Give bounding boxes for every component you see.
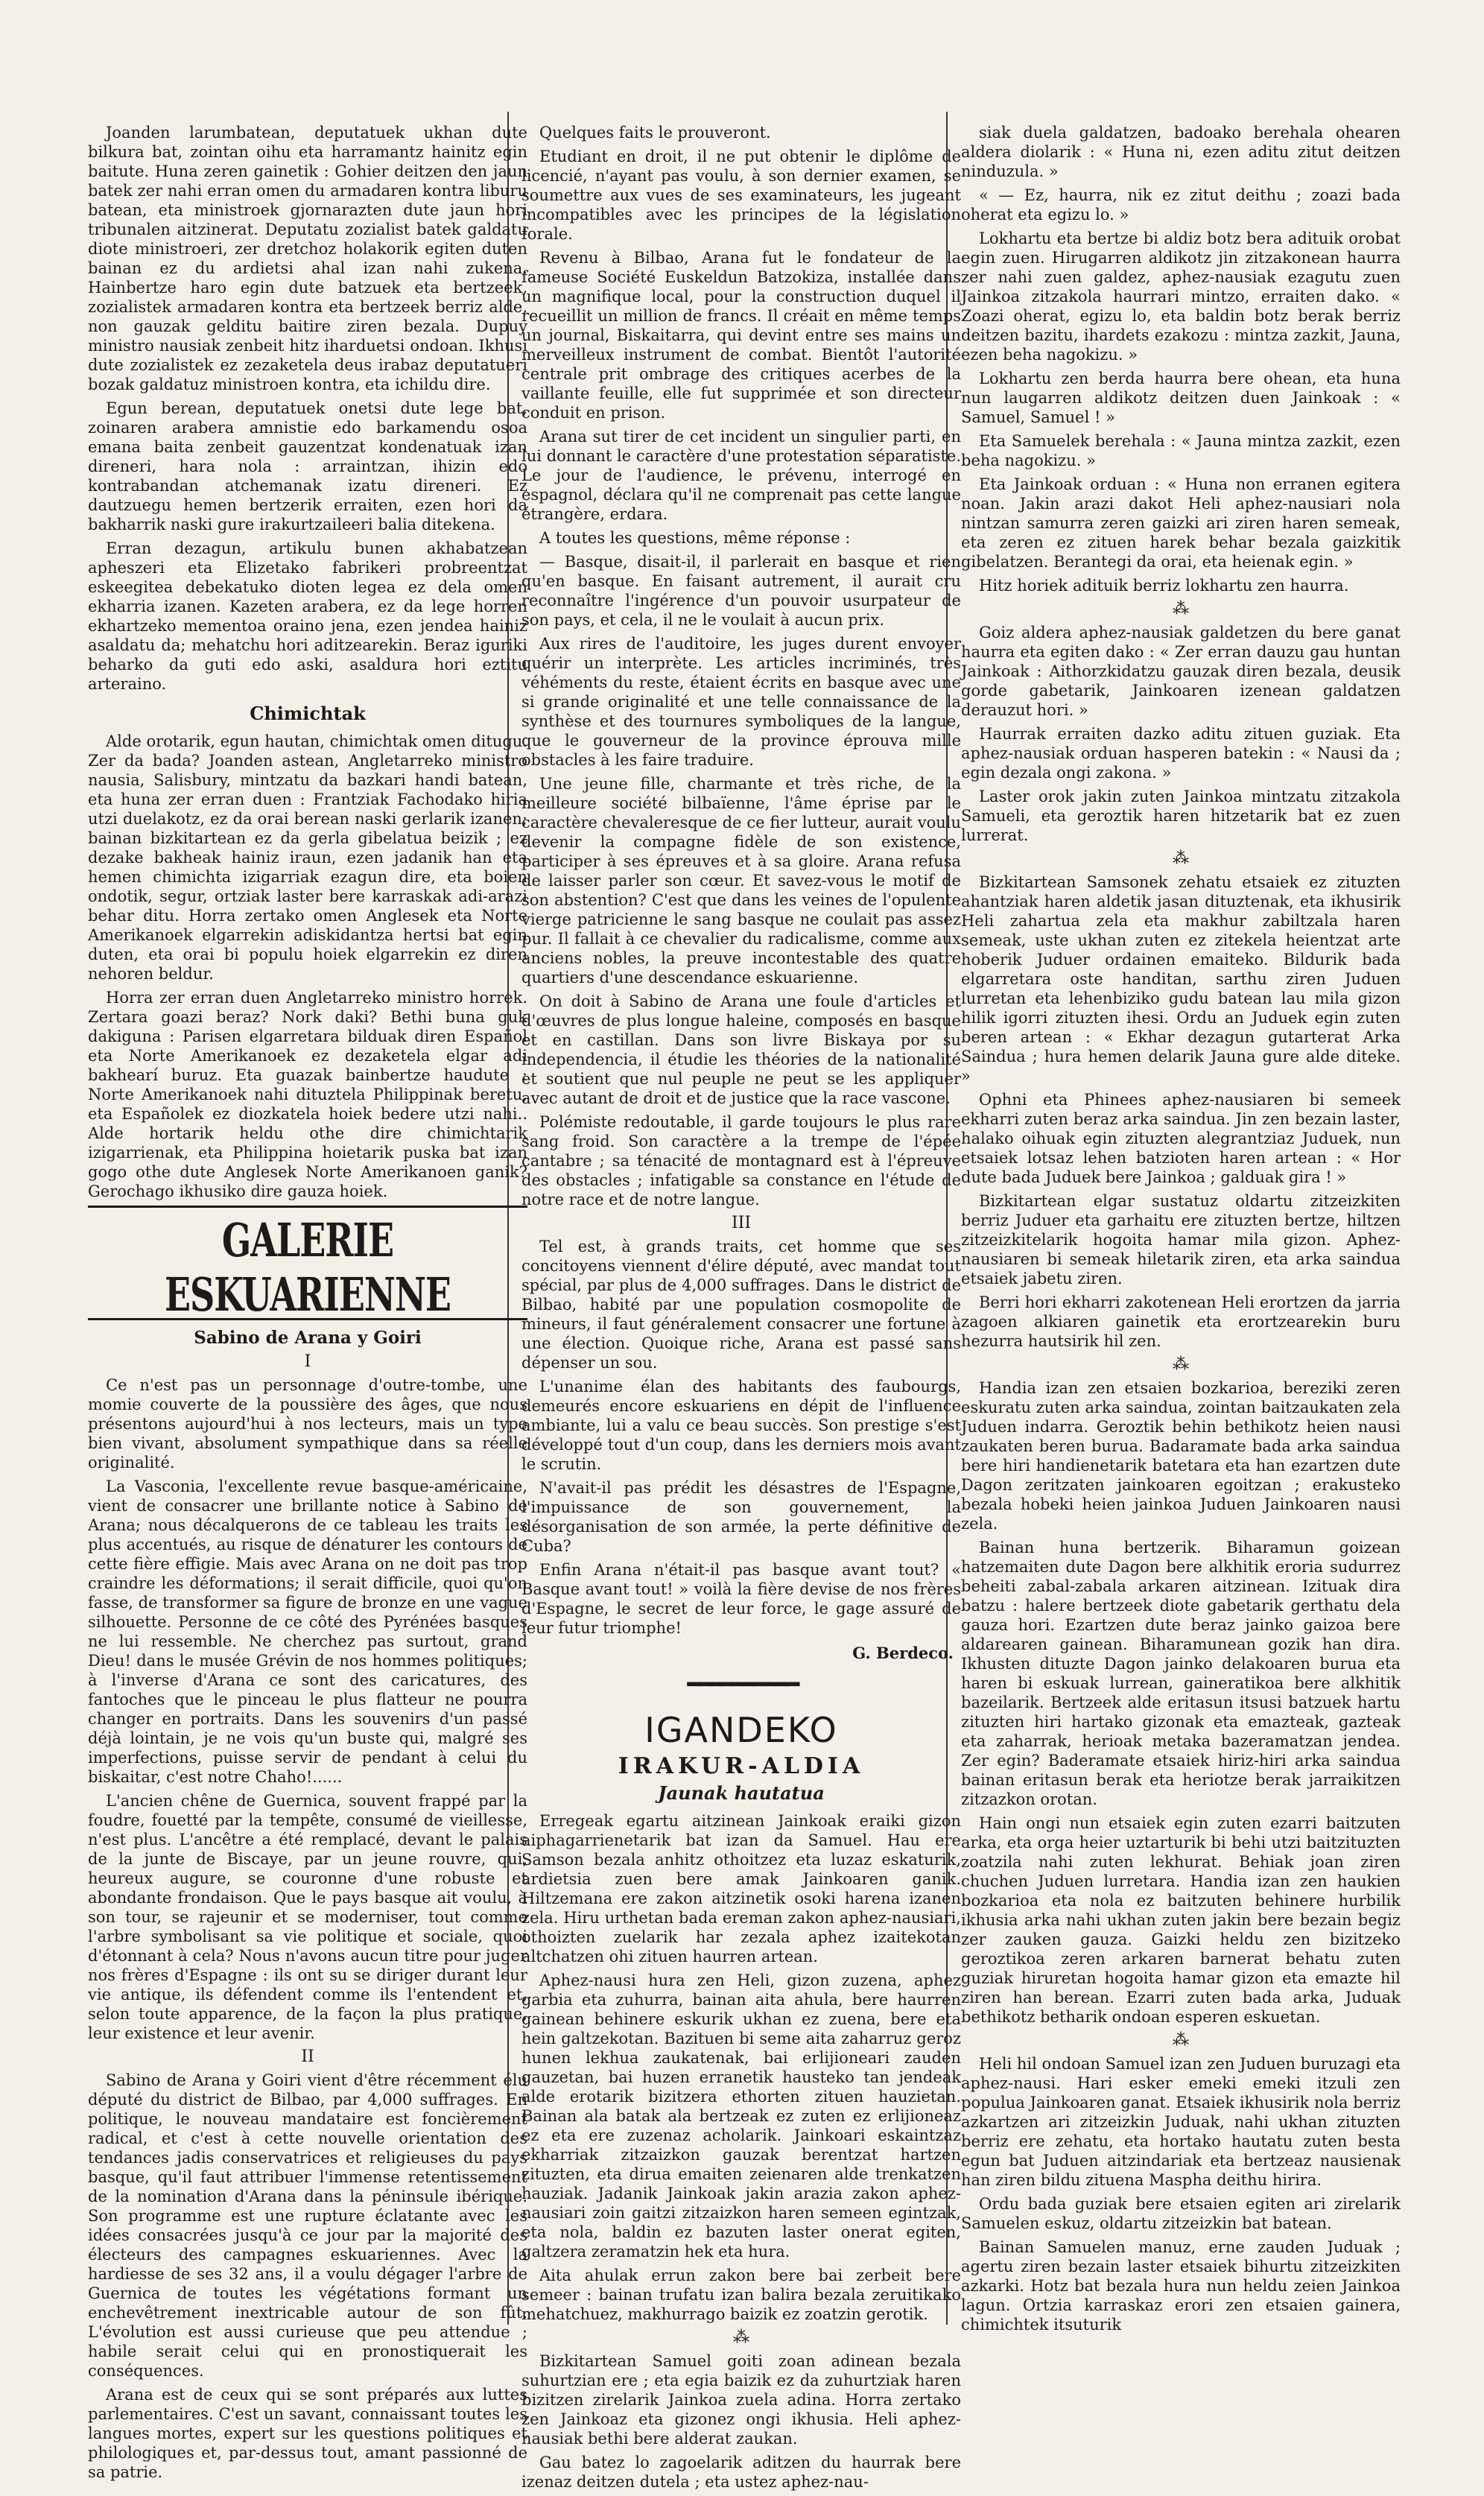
column-2 (521, 123, 961, 2496)
article-paragraphs (961, 123, 1401, 595)
paragraph: Aphez-nausi hura zen Heli, gizon zuzena, aphez garbia eta zuhurra, bainan aita ahula, bere haurren gainean behinere eskurik ukhan ez zuena, bere eta hein galtzekotan. Bazituen bi seme aita zaharruz geroz hunen lekhua zaukatenak, bai erlijioneari zauden gauzetan, bai huzen erranetik hausteko tan jendeak alde erotarik bizitzera ethorten zituen hauzietan. Bainan ala batak ala bertzeak ez zuten ez erlijioneaz ez eta ere zuzenaz acholarik. Jainkoari eskaintzaz ekharriak zitzaizkon gauzak berentzat hartzen zituzten, eta dirua emaiten zeienaren alde trenkatzen hauziak. Jadanik Jainkoak jakin arazia zakon aphez-nausiari zoin gaitzi zitzaizkon haren semeen egintzak, eta nola, baldin ez bazuten laster onerat egiten, galtzera zeramatzin hek eta hura. (521, 1971, 961, 2261)
article-paragraphs (961, 623, 1401, 845)
paragraph: Hain ongi nun etsaiek egin zuten ezarri baitzuten arka, eta orga heier uztarturik bi behi utzi baitzituzten zoatzila nahi zuten lekhurat. Behiak joan ziren chuchen Juduen lurretara. Handia izan zen haukien bozkarioa eta nola ez baitzuten behinere hurbilik ikhusia arka nahi ukhan zuten jakin bere bezain begiz zer zauken gauza. Gaizki heldu zen bizitzeko geroztikoa zeren arkaren barnerat behatu zuten guziak hiruretan hogoita hamar gizon eta emazte hil ziren han berean. Ezarri zuten bada arka, Juduak bethikotz betharik ondoan esperen eskuetan. (961, 1814, 1401, 2026)
article-paragraphs (961, 872, 1401, 1351)
paragraph: Horra zer erran duen Angletarreko ministro horrek. Zertara goazi beraz? Nork daki? Bethi buna guk dakiguna : Parisen elgarretara bilduak diren Español eta Norte Amerikanoek ez dezaketela elgar adi bakhearí buruz. Eta guazak bainbertze haudute : Norte Amerikanoek nahi dituztela Philippinak beretu, eta Españolek ez diozkatela hoiek bedere utzi nahi.. Alde hortarik heldu othe dire chimichtarik izigarrienak, eta Philippina hoietarik puska bat izan gogo othe dute Anglesek Norte Amerikanoen ganik? Gerochago ikhusiko dire gauza hoiek. (88, 989, 527, 1200)
paragraph: Lokhartu zen berda haurra bere ohean, eta huna nun laugarren aldikotz deitzen duen Jainkoak : « Samuel, Samuel ! » (961, 370, 1401, 426)
section-subtitle: IRAKUR-ALDIA (618, 1753, 865, 1779)
column-3 (961, 123, 1401, 2339)
paragraph: Handia izan zen etsaien bozkarioa, bereziki zeren eskuratu zuten arka saindua, zointan baitzaukaten zela Juduen indarra. Geroztik behin bethikotz heien nausi zaukaten beren burua. Badaramate bada arka saindua bere hiri handienetarik batetara eta han ezartzen dute Dagon zeritzaten jainkoaren egoitzan ; erakusteko bezala hobeki heien jainkoa Juduen Jainkoaren nausi zela. (961, 1379, 1401, 1533)
paragraph: Goiz aldera aphez-nausiak galdetzen du bere ganat haurra eta egiten dako : « Zer erran dauzu gau huntan Jainkoak : Aithorzkidatzu gauzak diren bezala, deusik gorde gabetarik, Jainkoaren izenean galdatzen derauzut hori. » (961, 624, 1401, 719)
paragraph: Alde orotarik, egun hautan, chimichtak omen ditugu. Zer da bada? Joanden astean, Angletarreko ministro nausia, Salisbury, mintzatu da bazkari handi batean, eta huna zer erran duen : Frantziak Fachodako hiria utzi duelakotz, ez da orai berean naski gerlarik izanen; bainan bizkitartean ez da gerla gibelatua beizik ; ez dezake bakheak hainiz iraun, ezen jadanik han eta hemen chimichta izigarriak ezagun dire, eta boien ondotik, segur, ortziak laster bere karraskak adi-arazi behar ditu. Horra zertako omen Anglesek eta Norte Amerikanoek elgarrekin adiskidantza hertsi bat egin duten, eta orai bi populu hoiek elgarrekin ez diren nehoren beldur. (88, 732, 527, 983)
section-number: II (301, 2047, 314, 2066)
article-paragraphs (961, 1378, 1401, 2027)
article-paragraphs (521, 1237, 961, 1638)
article-paragraphs (88, 1375, 527, 2043)
masthead-title: GALERIE ESKUARIENNE (165, 1213, 451, 1322)
paragraph: Aita ahulak errun zakon bere bai zerbeit bere semeer : bainan trufatu izan balira bezala zeruitikako mehatchuez, makhurrago baizik ez zoatzin gerotik. (521, 2267, 961, 2323)
paragraph: Lokhartu eta bertze bi aldiz botz bera adituik orobat egin zuen. Hirugarren aldikotz jin zitzakonean haurra zer nahi zuen galdez, aphez-nausiak ezagutu zuen Jainkoa zitzakola haurrari mintzo, erraiten dako. « Zoazi oherat, egizu lo, eta baldin botz berak berriz deitzen bazitu, ihardets ezakozu : mintza zazkit, Jauna, ezen beha nagokizu. » (961, 229, 1401, 364)
paragraph: L'ancien chêne de Guernica, souvent frappé par la foudre, fouetté par la tempête, consumé de vieillesse, n'est plus. L'ancêtre a été remplacé, devant le palais de la junte de Biscaye, par un jeune rouvre, qui, heureux augure, se couronne d'une robuste et abondante frondaison. Que le pays basque ait voulu, à son tour, se rajeunir et se moderniser, tout comme l'arbre symbolisant sa vie politique et sociale, quoi d'étonnant à cela? Nous n'avons aucun titre pour juger nos frères d'Espagne : ils ont su se diriger durant leur vie antique, ils défendent comme ils l'entendent et, selon toute apparence, de la façon la plus pratique, leur existence et leur avenir. (88, 1792, 527, 2042)
asterism-icon: ⁂ (1173, 1355, 1189, 1374)
paragraph: — Basque, disait-il, il parlerait en basque et rien qu'en basque. En faisant autrement, il aurait cru reconnaître l'ingérence d'un pouvoir usurpateur de son pays, et cela, il ne le voulait à aucun prix. (521, 553, 961, 629)
paragraph: Quelques faits le prouveront. (539, 124, 771, 142)
paragraph: Bizkitartean elgar sustatuz oldartu zitzeizkiten berriz Juduer eta garhaitu ere zituzten bertze, hiltzen zitzeizkitelarik hogoita hamar mila gizon. Aphez-nausiaren bi semeak hiletarik ziren, eta arka saindua etsaiek jabetu ziren. (961, 1192, 1401, 1287)
paragraph: Revenu à Bilbao, Arana fut le fondateur de la fameuse Société Euskeldun Batzokiza, installée dans un magnifique local, pour la construction duquel il recueillit un million de francs. Il créait en même temps un journal, Biskaitarra, qui devint entre ses mains un merveilleux instrument de combat. Bientôt l'autorité centrale prit ombrage des critiques acerbes de la vaillante feuille, elle fut supprimée et son directeur conduit en prison. (521, 249, 961, 422)
news-paragraphs (88, 732, 527, 1201)
paragraph: Enfin Arana n'était-il pas basque avant tout? « Basque avant tout! » voilà la fière devise de nos frères d'Espagne, le secret de leur force, le gage assuré de leur futur triomphe! (521, 1561, 961, 1637)
paragraph: siak duela galdatzen, badoako berehala ohearen aldera diolarik : « Huna ni, ezen aditu zitut deitzen ninduzula. » (961, 124, 1401, 180)
paragraph: Une jeune fille, charmante et très riche, de la meilleure société bilbaïenne, l'âme éprise par le caractère chevaleresque de ce fier lutteur, aurait voulu devenir la compagne fidèle de son existence, participer à ses épreuves et à sa gloire. Arana refusa de laisser parler son cœur. Et savez-vous le motif de son abstention? C'est que dans les veines de l'opulente vierge patricienne le sang basque ne coulait pas assez pur. Il fallait à ce chevalier du radicalisme, comme aux anciens nobles, la preuve incontestable des quatre quartiers d'une descendance eskuarienne. (521, 775, 961, 986)
article-subtitle: Sabino de Arana y Goiri (194, 1328, 422, 1348)
asterism-icon: ⁂ (1173, 600, 1189, 618)
paragraph: Ordu bada guziak bere etsaien egiten ari zirelarik Samuelen eskuz, oldartu zitzeizkin bat batean. (961, 2195, 1401, 2232)
paragraph: Eta Samuelek berehala : « Jauna mintza zazkit, ezen beha nagokizu. » (961, 432, 1401, 469)
paragraph: Aux rires de l'auditoire, les juges durent envoyer quérir un interprète. Les articles incriminés, très véhéments du reste, étaient écrits en basque avec une si grande originalité et une telle connaissance de la synthèse et des tournures symboliques de la langue, que le gouverneur de la province éprouva mille obstacles à les faire traduire. (521, 635, 961, 769)
paragraph: Berri hori ekharri zakotenean Heli erortzen da jarria zagoen alkiaren gainetik eta erortzearekin buru hezurra hautsirik hil zen. (961, 1293, 1401, 1350)
paragraph: Ophni eta Phinees aphez-nausiaren bi semeek ekharri zuten beraz arka saindua. Jin zen bezain laster, halako oihuak egin zituzten alegrantziaz Juduek, nun etsaiek lotsaz lehen batzioten haren artean : « Hor dute bada Juduek bere Jainkoa ; galduak gira ! » (961, 1091, 1401, 1186)
asterism-icon: ⁂ (1173, 2031, 1189, 2050)
paragraph: N'avait-il pas prédit les désastres de l'Espagne, l'impuissance de son gouvernement, la désorganisation de son armée, la perte définitive de Cuba? (521, 1479, 961, 1555)
section-heading: Chimichtak (250, 703, 366, 724)
section-number: I (304, 1352, 311, 1371)
section-number: III (731, 1214, 752, 1232)
article-paragraphs (521, 2351, 961, 2492)
paragraph: Joanden larumbatean, deputatuek ukhan dute bilkura bat, zointan oihu eta harramantz hainitz egin baitute. Huna zeren gainetik : Gohier deitzen den jaun batek zer nahi erran omen du armadaren kontra liburu batean, eta ministroek gjornarazten dute jaun hori tribunalen aitzinerat. Deputatu zozialist batek galdatu diote ministroeri, zer dretchoz holakorik egiten duten bainan ez du ardietsi ahal izan nahi zukena. Hainbertze haro egin dute batzuek eta bertzeek, zozialistek armadaren kontra eta bertzeek berriz alde, non gauzak gelditu baitire ziren bezala. Dupuy ministro nausiak zenbeit hitz iharduetsi ondoan. Ikhusi dute zozialistek ez zezaketela deus irabaz deputatueri bozak galdatuz ministroen kontra, eta ichildu dire. (88, 124, 527, 393)
asterism-icon: ⁂ (733, 2328, 749, 2347)
paragraph: Haurrak erraiten dazko aditu zituen guziak. Eta aphez-nausiak orduan hasperen batekin : « Nausi da ; egin dezala ongi zakona. » (961, 725, 1401, 782)
column-1 (88, 123, 527, 2486)
paragraph: A toutes les questions, même réponse : (539, 529, 851, 547)
paragraph: L'unanime élan des habitants des faubourgs, demeurés encore eskuariens en dépit de l'influence ambiante, lui a valu ce beau succès. Son prestige s'est développé tout d'un coup, dans les derniers mois avant le scrutin. (521, 1378, 961, 1473)
section-title: IGANDEKO (644, 1710, 838, 1750)
paragraph: Eta Jainkoak orduan : « Huna non erranen egitera noan. Jakin arazi dakot Heli aphez-nausiari nola nintzan samurra zeren gaizki ari ziren haren semeak, eta zeren ez zituen harek behar bezala gaizkitik gibelatzen. Berantegi da orai, eta heienak egin. » (961, 475, 1401, 571)
paragraph: Bizkitartean Samsonek zehatu etsaiek ez zituzten ahantziak haren aldetik jasan dituztenak, eta ikhusirik Heli zahartua zela eta makhur zabiltzala haren semeak, uste ukhan zuten ez zitekela heientzat arte hoberik Juduer ordainen emaiteko. Bildurik bada elgarretara oste handitan, sarthu ziren Juduen lurretan eta lehenbiziko gudu batean lau mila gizon hilik igorri zituzten ihesi. Ordu an Juduek egin zuten beren artean : « Ekhar dezagun gutarterat Arka Saindua ; hura hemen delarik Jauna gure alde diteke. » (961, 873, 1401, 1085)
author-signature: G. Berdeco. (852, 1644, 954, 1662)
ornament-divider: ━━━━━━━━━━ (687, 1670, 796, 1700)
article-paragraphs (88, 2071, 527, 2482)
paragraph: Ce n'est pas un personnage d'outre-tombe, une momie couverte de la poussière des âges, que nous présentons aujourd'hui à nos lecteurs, mais un type bien vivant, absolument sympathique dans sa réelle originalité. (88, 1376, 527, 1472)
paragraph: Arana est de ceux qui se sont préparés aux luttes parlementaires. C'est un savant, connaissant toutes les langues mortes, expert sur les questions politiques et philologiques et, par-dessus tout, amant passionné de sa patrie. (88, 2386, 527, 2481)
article-paragraphs (521, 123, 961, 1209)
paragraph: Sabino de Arana y Goiri vient d'être récemment élu député du district de Bilbao, par 4,000 suffrages. En politique, le nouveau mandataire est foncièrement radical, et c'est à cette nouvelle orientation des tendances jadis conservatrices et religieuses du pays basque, qu'il faut attribuer l'immense retentissement de la nomination d'Arana dans la péninsule ibérique. Son programme est une rupture éclatante avec les idées consacrées jusqu'à ce jour par la majorité des électeurs des campagnes eskuariennes. Avec la hardiesse de ses 32 ans, il a voulu dégager l'arbre de Guernica de toutes les végétations formant un enchevêtrement inextricable autour de son fût. L'évolution est aussi curieuse que peu attendue ; habile serait celui qui en pronostiquerait les conséquences. (88, 2071, 527, 2380)
paragraph: Erregeak egartu aitzinean Jainkoak eraiki gizon aiphagarrienetarik bat izan da Samuel. Hau ere Samson bezala anhitz othoitzez eta luzaz eskaturik, ardietsia zuen bere amak Jainkoaren ganik. Hiltzemana ere zakon aitzinetik osoki harena izanen zela. Hiru urthetan bada ereman zakon aphez-nausiari, othoizten zuelarik har zezala aphez izaitekotan altchatzen ohi zituen haurren artean. (521, 1812, 961, 1966)
paragraph: Bizkitartean Samuel goiti zoan adinean bezala suhurtzian ere ; eta egia baizik ez da zuhurtziak haren bizitzen zirelarik Jainkoa zuela adina. Horra zertako zen Jainkoaz eta gizonez ongi ikhusia. Heli aphez-nausiak bethi bere alderat zaukan. (521, 2352, 961, 2448)
paragraph: On doit à Sabino de Arana une foule d'articles et d'œuvres de plus longue haleine, composés en basque et en castillan. Dans son livre Biskaya por su independencia, il étudie les théories de la nationalité et soutient que nul peuple ne peut se les appliquer avec autant de droit et de justice que la race vascone. (521, 992, 961, 1107)
paragraph: Etudiant en droit, il ne put obtenir le diplôme de licencié, n'ayant pas voulu, à son dernier examen, se soumettre aux vues de ses examinateurs, les jugeant incompatibles avec les principes de la législation forale. (521, 148, 961, 243)
article-paragraphs (521, 1811, 961, 2324)
paragraph: Hitz horiek adituik berriz lokhartu zen haurra. (979, 577, 1349, 595)
section-subheading: Jaunak hautatua (658, 1782, 825, 1804)
paragraph: Laster orok jakin zuten Jainkoa mintzatu zitzakola Samueli, eta geroztik haren hitzetarik bat ez zuen lurrerat. (961, 788, 1401, 844)
paragraph: Polémiste redoutable, il garde toujours le plus rare sang froid. Son caractère a la trempe de l'épée cantabre ; sa ténacité de montagnard est à l'épreuve des obstacles ; infatigable sa constance en l'étude de notre race et de notre langue. (521, 1113, 961, 1209)
paragraph: Bainan huna bertzerik. Biharamun goizean hatzemaiten dute Dagon bere alkhitik eroria sudurrez beheiti zabal-zabala arkaren aitzinean. Izituak dira batzu : halere bertzeek diote gabetarik gerthatu dela gauza hori. Ezartzen dute beraz jainko gaizoa bere aldarearen gainean. Biharamunean gozik han dira. Ikhusten dituzte Dagon jainko delakoaren burua eta haren bi eskuak lurrean, gaineratikoa bere alkhitik bazeilarik. Bertzeek alde eritasun itsusi batzuek hartu zituzten hiri hartako gizonak eta emazteak, gazteak eta zaharrak, herioak metaka bazeramatzan jendea. Zer egin? Baderamate etsaiek hiriz-hiri arka saindua bainan eritasun berak eta heriotze berak jarraikitzen zitzazkon orotan. (961, 1539, 1401, 1808)
asterism-icon: ⁂ (1173, 849, 1189, 868)
paragraph: Egun berean, deputatuek onetsi dute lege bat, zoinaren arabera amnistie edo barkamendu osoa emana baita zenbeit gauzentzat kondenatuak izan direneri, hara nola : arraintzan, ihizin edo kontrabandan atchemanak izatu direneri. Ez dautzuegu hemen bertzerik erraiten, ezen hori da bakharrik naski gure irakurtzaileeri balia ditekena. (88, 399, 527, 533)
article-paragraphs (961, 2054, 1401, 2334)
paragraph: Tel est, à grands traits, cet homme que ses concitoyens viennent d'élire député, avec mandat tout spécial, par plus de 4,000 suffrages. Dans le district de Bilbao, habité par une population cosmopolite de mineurs, il faut généralement consacrer une fortune à une élection. Quoique riche, Arana est passé sans dépenser un sou. (521, 1238, 961, 1372)
paragraph: « — Ez, haurra, nik ez zitut deithu ; zoazi bada oherat eta egizu lo. » (961, 186, 1401, 224)
paragraph: Arana sut tirer de cet incident un singulier parti, en lui donnant le caractère d'une protestation séparatiste. Le jour de l'audience, le prévenu, interrogé en espagnol, déclara qu'il ne comprenait pas cette langue étrangère, erdara. (521, 428, 961, 523)
paragraph: La Vasconia, l'excellente revue basque-américaine, vient de consacrer une brillante notice à Sabino de Arana; nous décalquerons de ce tableau les traits les plus accentués, au risque de dénaturer les contours de cette fière effigie. Mais avec Arana on ne doit pas trop craindre les déformations; il serait difficile, quoi qu'on fasse, de transformer sa figure de bronze en une vague silhouette. Personne de ce côté des Pyrénées basques ne lui ressemble. Ne cherchez pas surtout, grand Dieu! dans le musée Grévin de nos hommes politiques; à l'inverse d'Arana ce sont des caricatures, des fantoches que le pinceau le plus flatteur ne pourra changer en portraits. Dans les souvenirs d'un passé déjà lointain, je ne vois qu'un buste qui, malgré ses imperfections, puisse servir de pendant à celui du biskaitar, c'est notre Chaho!...... (88, 1477, 527, 1786)
paragraph: Erran dezagun, artikulu bunen akhabatzean apheszeri eta Elizetako fabrikeri probreentzat eskeegitea debekatuko dioten legea ez dela omen ekharria izanen. Kazeten arabera, ez da lege horren ekhartzeko mementoa oraino jena, ezen jendea hainiz asaldatu da; mehatchu hori aditzearekin. Beraz iguriki beharko da guti edo aski, asaldura hori eztitu arteraino. (88, 539, 527, 693)
paragraph: Bainan Samuelen manuz, erne zauden Juduak ; agertu ziren bezain laster etsaiek bihurtu zitzeizkiten azkarki. Hotz bat bezala hura nun heldu zeien Jainkoa lagun. Ortzia karraskaz erori zen etsaien gainera, chimichtek itsuturik (961, 2238, 1401, 2334)
news-paragraphs (88, 123, 527, 694)
paragraph: Gau batez lo zagoelarik aditzen du haurrak bere izenaz deitzen dutela ; eta ustez aphez-nau- (521, 2454, 961, 2491)
paragraph: Heli hil ondoan Samuel izan zen Juduen buruzagi eta aphez-nausi. Hari esker emeki emeki itzuli zen populua Jainkoaren ganat. Etsaiek ikhusirik nola berriz azkartzen ari zitzeizkin Juduak, nahi ukhan zituzten berriz ere zehatu, eta hortako hautatu zuten besta egun bat Juduen aitzindariak eta bertzeaz nausienak han ziren bildu zituena Maspha deithu hirira. (961, 2055, 1401, 2189)
